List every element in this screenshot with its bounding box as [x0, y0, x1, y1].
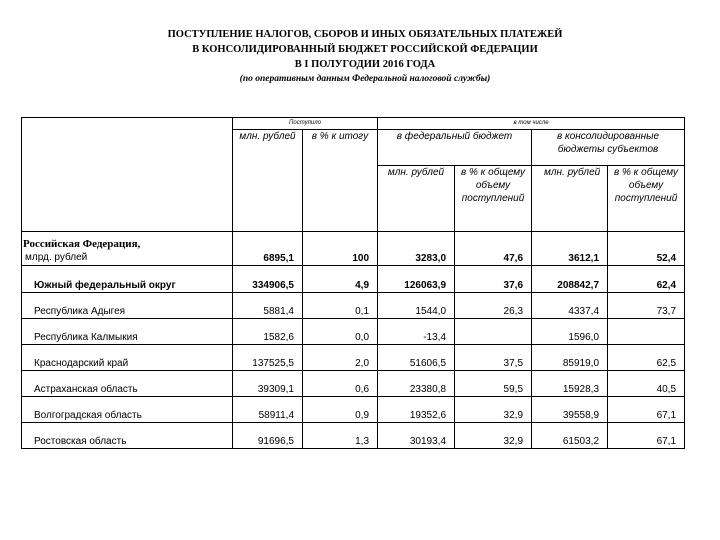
cell-federal-pct: 59,5: [455, 371, 532, 397]
header-regional-mln: млн. рублей: [532, 166, 608, 232]
cell-federal-pct: 32,9: [455, 423, 532, 449]
cell-regional: 15928,3: [532, 371, 608, 397]
table-row: [22, 293, 685, 319]
cell-total: 39309,1: [233, 371, 303, 397]
row-unit: млрд. рублей: [25, 252, 88, 263]
cell-federal: 1544,0: [378, 293, 455, 319]
cell-regional: 85919,0: [532, 345, 608, 371]
title-line-1: ПОСТУПЛЕНИЕ НАЛОГОВ, СБОРОВ И ИНЫХ ОБЯЗАТЕЛЬНЫХ ПЛАТЕЖЕЙ: [167, 29, 563, 40]
header-empty-cell: [22, 118, 233, 232]
title-line-2: В КОНСОЛИДИРОВАННЫЙ БЮДЖЕТ РОССИЙСКОЙ ФЕДЕРАЦИИ: [192, 44, 538, 55]
cell-regional-pct: 67,1: [608, 397, 685, 423]
table-row: [22, 266, 685, 293]
cell-pct: 2,0: [303, 345, 378, 371]
cell-pct: 0,0: [303, 319, 378, 345]
cell-regional-pct: 62,4: [608, 266, 685, 293]
table-row: [22, 319, 685, 345]
cell-federal: 3283,0: [378, 232, 455, 266]
header-total-mln: млн. рублей: [233, 130, 303, 232]
row-name: Волгоградская область: [22, 397, 233, 423]
cell-federal-pct: [455, 319, 532, 345]
cell-federal: 30193,4: [378, 423, 455, 449]
cell-pct: 1,3: [303, 423, 378, 449]
cell-federal: 126063,9: [378, 266, 455, 293]
row-name: Республика Адыгея: [22, 293, 233, 319]
cell-regional: 39558,9: [532, 397, 608, 423]
cell-federal: 51606,5: [378, 345, 455, 371]
header-regional-budgets: в консолидированные бюджеты субъектов: [532, 130, 685, 166]
cell-regional: 208842,7: [532, 266, 608, 293]
row-name-text: Российская Федерация,: [23, 238, 141, 250]
cell-total: 58911,4: [233, 397, 303, 423]
cell-pct: 0,1: [303, 293, 378, 319]
row-name: Краснодарский край: [22, 345, 233, 371]
cell-total: 6895,1: [233, 232, 303, 266]
row-name: [22, 232, 233, 266]
cell-regional: 61503,2: [532, 423, 608, 449]
cell-pct: 4,9: [303, 266, 378, 293]
cell-total: 5881,4: [233, 293, 303, 319]
cell-federal-pct: 26,3: [455, 293, 532, 319]
cell-regional-pct: [608, 319, 685, 345]
table-row: [22, 232, 685, 266]
row-name: Республика Калмыкия: [22, 319, 233, 345]
cell-federal-pct: 37,5: [455, 345, 532, 371]
title-source-note: (по оперативным данным Федеральной налоговой службы): [239, 74, 491, 84]
cell-regional-pct: 52,4: [608, 232, 685, 266]
table-row: [22, 371, 685, 397]
header-federal-mln: млн. рублей: [378, 166, 455, 232]
row-name: Астраханская область: [22, 371, 233, 397]
cell-federal-pct: 32,9: [455, 397, 532, 423]
cell-total: 334906,5: [233, 266, 303, 293]
tax-revenue-table: [21, 117, 685, 449]
cell-regional: 1596,0: [532, 319, 608, 345]
cell-pct: 0,6: [303, 371, 378, 397]
row-name: Ростовская область: [22, 423, 233, 449]
row-name: Южный федеральный округ: [22, 266, 233, 293]
cell-regional-pct: 73,7: [608, 293, 685, 319]
cell-federal: 23380,8: [378, 371, 455, 397]
table-row: [22, 423, 685, 449]
header-total-pct: в % к итогу: [303, 130, 378, 232]
title-line-3: В I ПОЛУГОДИИ 2016 ГОДА: [294, 59, 436, 70]
table-row: [22, 345, 685, 371]
header-row-top: [22, 118, 685, 130]
cell-regional-pct: 62,5: [608, 345, 685, 371]
header-regional-pct: в % к общему объему поступлений: [608, 166, 685, 232]
cell-regional-pct: 67,1: [608, 423, 685, 449]
header-received: Поступило: [233, 118, 378, 130]
cell-total: 1582,6: [233, 319, 303, 345]
cell-total: 137525,5: [233, 345, 303, 371]
cell-federal-pct: 37,6: [455, 266, 532, 293]
table-row: [22, 397, 685, 423]
cell-total: 91696,5: [233, 423, 303, 449]
header-federal-pct: в % к общему объему поступлений: [455, 166, 532, 232]
document-title: [0, 27, 720, 87]
cell-federal-pct: 47,6: [455, 232, 532, 266]
header-federal-budget: в федеральный бюджет: [378, 130, 532, 166]
cell-pct: 0,9: [303, 397, 378, 423]
cell-federal: -13,4: [378, 319, 455, 345]
header-including: в том числе: [378, 118, 685, 130]
cell-regional-pct: 40,5: [608, 371, 685, 397]
cell-pct: 100: [303, 232, 378, 266]
cell-regional: 4337,4: [532, 293, 608, 319]
cell-regional: 3612,1: [532, 232, 608, 266]
cell-federal: 19352,6: [378, 397, 455, 423]
